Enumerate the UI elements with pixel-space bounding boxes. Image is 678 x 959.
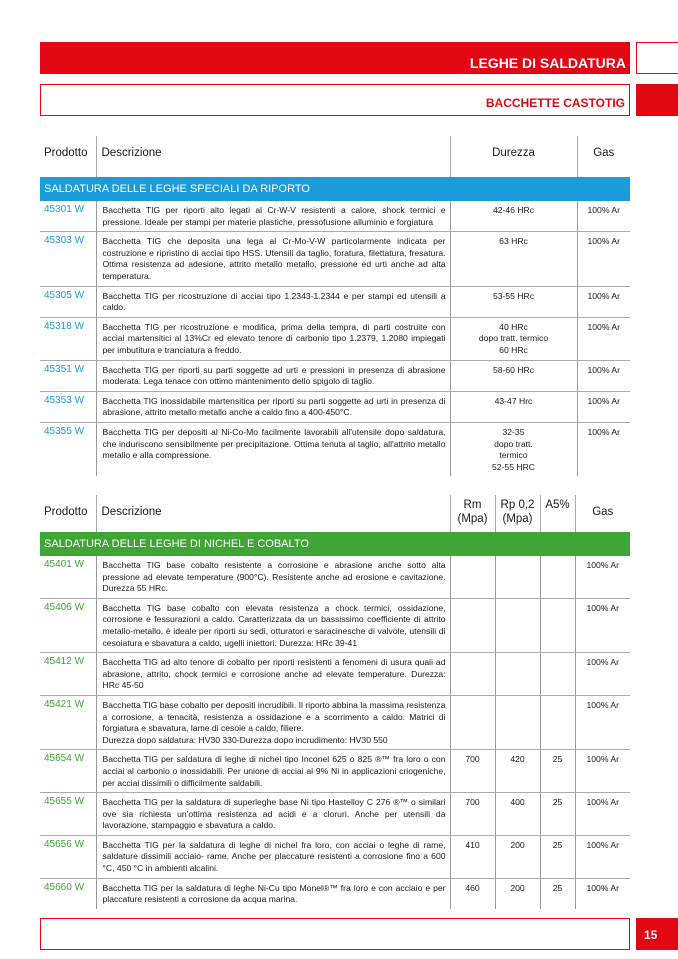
cell-gas: 100% Ar	[577, 232, 630, 286]
cell-gas: 100% Ar	[575, 556, 630, 598]
decorative-tab	[636, 84, 678, 116]
cell-gas: 100% Ar	[577, 317, 630, 360]
cell-rp	[495, 556, 540, 598]
table-header-row	[40, 136, 630, 177]
table-row	[40, 286, 630, 317]
table-header-row	[40, 495, 630, 532]
section-label: SALDATURA DELLE LEGHE DI NICHEL E COBALTO	[40, 532, 630, 556]
cell-a5	[540, 695, 575, 749]
cell-code: 45660 W	[44, 881, 85, 893]
cell-code: 45303 W	[40, 232, 96, 286]
col-header-description: Descrizione	[96, 495, 450, 532]
col-header-rm: Rm (Mpa)	[450, 495, 495, 532]
table-row	[40, 653, 630, 696]
cell-desc: Bacchetta TIG per saldatura di leghe di nichel tipo Inconel 625 o 825 ®™ fra loro o con acciai al carbonio o inossidabili. Per unione di acciai al 9% Ni in applicazioni criogeniche, per acciai dissimili o difficilmente saldabili.	[96, 750, 450, 793]
section-title-bar: LEGHE DI SALDATURA	[40, 42, 630, 74]
cell-rm	[450, 653, 495, 696]
cell-desc: Bacchetta TIG base cobalto con elevata resistenza a chock termici, ossidazione, corrosione e fessurazioni a caldo. Caratterizzata da un bassissimo coefficiente di attrito metallo-metallo, è ideale per riporti su sedi, otturatori e saracinesche di valvole, utensili di cesoiatura e sbavatura a caldo, ugelli iniettori. Durezza: HRc 39-41	[96, 598, 450, 652]
section-band	[40, 532, 630, 556]
cell-code: 45318 W	[40, 317, 96, 360]
cell-gas: 100% Ar	[575, 878, 630, 909]
cell-rm	[450, 556, 495, 598]
cell-desc: Bacchetta TIG per ricostruzione di acciai tipo 1.2343-1.2344 e per stampi ed utensili a caldo.	[96, 286, 450, 317]
cell-a5	[540, 556, 575, 598]
cell-gas: 100% Ar	[577, 360, 630, 391]
col-header-product: Prodotto	[44, 147, 88, 159]
cell-code: 45351 W	[40, 360, 96, 391]
cell-gas: 100% Ar	[577, 286, 630, 317]
cell-a5	[540, 598, 575, 652]
cell-rm: 460	[450, 878, 495, 909]
cell-rm: 700	[450, 750, 495, 793]
table-row	[40, 793, 630, 836]
cell-code: 45412 W	[40, 653, 96, 696]
cell-rm	[450, 695, 495, 749]
cell-a5: 25	[540, 793, 575, 836]
cell-gas: 100% Ar	[577, 422, 630, 476]
page-number: 15	[636, 918, 678, 950]
col-header-description: Descrizione	[96, 136, 450, 177]
cell-code: 45355 W	[44, 425, 85, 437]
cell-hardness: 42-46 HRc	[450, 201, 577, 232]
cell-desc: Bacchetta TIG per la saldatura di leghe Ni-Cu tipo Monel®™ fra loro e con acciaio e per placcature resistenti a corrosione da acqua marina.	[96, 878, 450, 909]
cell-hardness: 32-35 dopo tratt. termico 52-55 HRC	[450, 422, 577, 476]
section-band	[40, 177, 630, 201]
table-row	[40, 360, 630, 391]
table-row	[40, 232, 630, 286]
cell-desc: Bacchetta TIG inossidabile martensitica per riporti su parti soggette ad urti in presenza di abrasione, attrito metallo metallo anche a caldo fino a 400-450°C.	[96, 391, 450, 422]
cell-code: 45656 W	[40, 835, 96, 878]
col-header-hardness: Durezza	[450, 136, 577, 177]
cell-code: 45421 W	[40, 695, 96, 749]
cell-desc: Bacchetta TIG base cobalto resistente a corrosione e abrasione anche sotto alta pressione ad elevate temperature (900°C). Resistente anche ad erosione e cavitazione. Durezza 55 HRc.	[96, 556, 450, 598]
cell-desc: Bacchetta TIG ad alto tenore di cobalto per riporti resistenti a fenomeni di usura quali ad abrasione, attrito, chock termici e corrosione anche ad elevate temperature. Durezza: HRc 45-50	[96, 653, 450, 696]
cell-desc: Bacchetta TIG per la saldatura di superleghe base Ni tipo Hastelloy C 276 ®™ o similari ove sia richiesta un'ottima resistenza ad acidi e a cloruri. Anche per utensili da lavorazione, stampaggio e sbavatura a caldo.	[96, 793, 450, 836]
cell-hardness: 63 HRc	[450, 232, 577, 286]
cell-a5: 25	[540, 750, 575, 793]
table-row	[40, 878, 630, 909]
footer-bar	[40, 918, 630, 950]
cell-code: 45353 W	[40, 391, 96, 422]
cell-hardness: 40 HRc dopo tratt. termico 60 HRc	[450, 317, 577, 360]
cell-rp	[495, 598, 540, 652]
cell-rp	[495, 695, 540, 749]
col-header-gas: Gas	[577, 136, 630, 177]
cell-gas: 100% Ar	[575, 598, 630, 652]
cell-gas: 100% Ar	[575, 835, 630, 878]
cell-desc: Bacchetta TIG per riporti su parti soggette ad urti e pressioni in presenza di abrasione moderata. Lega tenace con ottimo mantenimento dello spigolo di taglio.	[96, 360, 450, 391]
nickel-cobalt-table	[40, 495, 630, 909]
special-alloys-table	[40, 136, 630, 476]
cell-rm	[450, 598, 495, 652]
cell-desc: Bacchetta TIG per riporti alto legati al Cr-W-V resistenti a calore, shock termici e pressione. Ideale per stampi per materie plastiche, pressofusione alluminio e forgiatura	[96, 201, 450, 232]
cell-desc: Bacchetta TIG per depositi al Ni-Co-Mo facilmente lavorabili all'utensile dopo saldatura, che induriscono sensibilmente per precipitazione. Ottima tenuta al taglio, all'attrito metallo metallo e alla compressione.	[96, 422, 450, 476]
cell-desc: Bacchetta TIG per ricostruzione e modifica, prima della tempra, di parti costruite con acciai martensitici al 13%Cr ed elevato tenore di carbonio tipo 1.2379, 1.2080 impiegati per imbutitura e tranciatura a freddo.	[96, 317, 450, 360]
table-row	[40, 317, 630, 360]
cell-rp: 200	[495, 878, 540, 909]
table-row	[40, 598, 630, 652]
decorative-tab	[636, 42, 678, 74]
cell-rm: 410	[450, 835, 495, 878]
col-header-rp: Rp 0,2 (Mpa)	[495, 495, 540, 532]
subsection-title-bar: BACCHETTE CASTOTIG	[40, 84, 630, 116]
cell-desc: Bacchetta TIG base cobalto per depositi incrudibili. Il riporto abbina la massima resistenza a corrosione, a tenacità, resistenza a ossidazione e a scorrimento a caldo. Matrici di forgiatura e sbavatura, lame di cesoie a caldo, filiere. Durezza dopo saldatura: HV30 330-Durezza dopo incrudimento: HV30 550	[96, 695, 450, 749]
cell-rp: 420	[495, 750, 540, 793]
section-label: SALDATURA DELLE LEGHE SPECIALI DA RIPORTO	[40, 177, 630, 201]
cell-gas: 100% Ar	[575, 750, 630, 793]
cell-rp: 200	[495, 835, 540, 878]
cell-desc: Bacchetta TIG per la saldatura di leghe di nichel fra loro, con acciai o leghe di rame, saldature dissimili acciaio- rame. Anche per placcature resistenti a corrosione fino a 600 °C, 450 °C in ambienti alcalini.	[96, 835, 450, 878]
cell-desc: Bacchetta TIG che deposita una lega al Cr-Mo-V-W particolarmente indicata per costruzione e ripristino di acciai tipo HSS. Utensili da taglio, foratura, filettatura, fresatura. Ottima resistenza ad adesione, attrito metallo metallo, pressione ed urti anche ad alta temperatura.	[96, 232, 450, 286]
cell-a5	[540, 653, 575, 696]
cell-rp: 400	[495, 793, 540, 836]
table-row	[40, 556, 630, 598]
table-row	[40, 201, 630, 232]
cell-gas: 100% Ar	[575, 653, 630, 696]
cell-rp	[495, 653, 540, 696]
cell-code: 45305 W	[40, 286, 96, 317]
cell-hardness: 43-47 Hrc	[450, 391, 577, 422]
cell-code: 45654 W	[40, 750, 96, 793]
cell-rm: 700	[450, 793, 495, 836]
cell-gas: 100% Ar	[575, 793, 630, 836]
cell-hardness: 53-55 HRc	[450, 286, 577, 317]
table-row	[40, 391, 630, 422]
table-row	[40, 422, 630, 476]
cell-code: 45406 W	[40, 598, 96, 652]
cell-a5: 25	[540, 878, 575, 909]
cell-code: 45301 W	[40, 201, 96, 232]
cell-gas: 100% Ar	[577, 201, 630, 232]
table-row	[40, 695, 630, 749]
table-row	[40, 835, 630, 878]
col-header-gas: Gas	[575, 495, 630, 532]
cell-a5: 25	[540, 835, 575, 878]
cell-code: 45655 W	[40, 793, 96, 836]
cell-gas: 100% Ar	[575, 695, 630, 749]
col-header-product: Prodotto	[44, 506, 88, 518]
table-row	[40, 750, 630, 793]
cell-hardness: 58-60 HRc	[450, 360, 577, 391]
cell-gas: 100% Ar	[577, 391, 630, 422]
col-header-a5: A5%	[540, 495, 575, 532]
cell-code: 45401 W	[40, 556, 96, 598]
